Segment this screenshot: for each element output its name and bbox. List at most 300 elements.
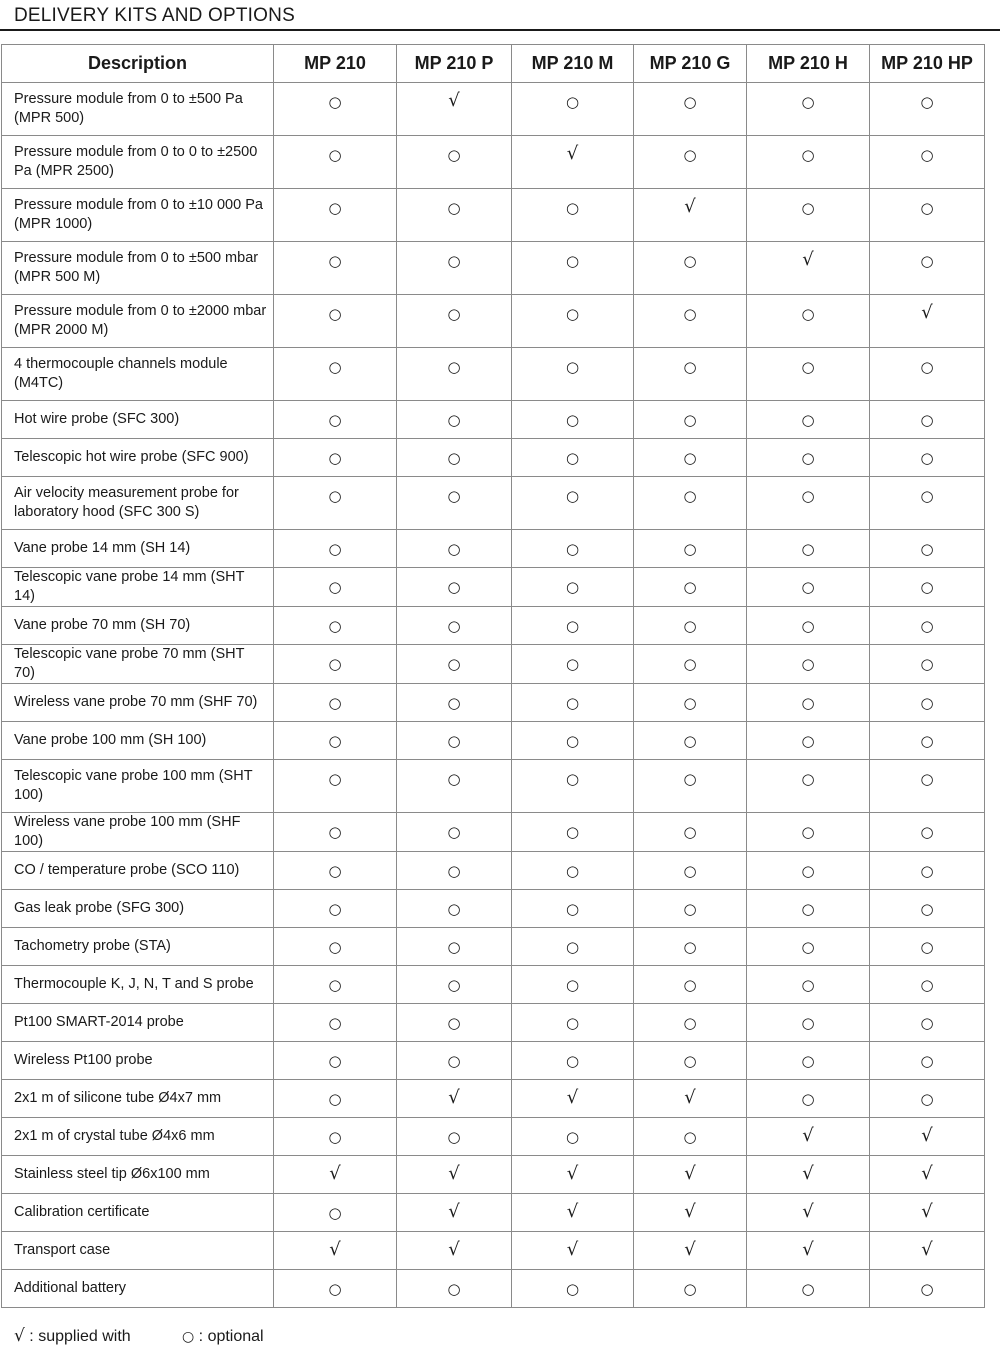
mark-cell <box>634 348 747 401</box>
circle-icon: ○ <box>920 1052 934 1070</box>
check-icon: √ <box>566 1201 579 1222</box>
page-title: DELIVERY KITS AND OPTIONS <box>14 5 295 26</box>
circle-icon: ○ <box>801 694 815 712</box>
circle-icon: ○ <box>683 449 697 467</box>
check-icon: √ <box>802 1163 814 1184</box>
circle-icon: ○ <box>801 411 815 429</box>
mark-cell <box>512 1232 634 1270</box>
mark-cell <box>397 1004 512 1042</box>
circle-icon: ○ <box>801 93 815 111</box>
circle-icon: ○ <box>447 1014 461 1032</box>
row-description: 2x1 m of crystal tube Ø4x6 mm <box>2 1118 274 1156</box>
mark-cell <box>397 568 512 607</box>
mark-cell <box>512 568 634 607</box>
circle-icon: ○ <box>565 1128 580 1146</box>
mark-cell <box>634 530 747 568</box>
circle-icon: ○ <box>328 617 342 635</box>
circle-icon: ○ <box>683 411 697 429</box>
circle-icon: ○ <box>328 93 342 111</box>
mark-cell <box>634 813 747 852</box>
mark-cell <box>274 295 397 348</box>
mark-cell <box>747 1156 870 1194</box>
table-row <box>2 1270 985 1308</box>
circle-icon: ○ <box>801 487 815 505</box>
mark-cell <box>634 1194 747 1232</box>
check-icon: √ <box>921 1163 933 1184</box>
check-icon: √ <box>921 1201 933 1222</box>
circle-icon: ○ <box>328 411 342 429</box>
circle-icon: ○ <box>565 578 580 596</box>
mark-cell <box>747 1194 870 1232</box>
mark-cell <box>870 189 985 242</box>
mark-cell <box>747 477 870 530</box>
circle-icon: ○ <box>328 578 342 596</box>
circle-icon: ○ <box>920 1090 934 1108</box>
mark-cell <box>747 348 870 401</box>
mark-cell <box>870 1270 985 1308</box>
mark-cell <box>870 852 985 890</box>
check-icon: √ <box>921 1125 933 1146</box>
circle-icon: ○ <box>683 655 697 673</box>
circle-icon: ○ <box>182 1329 195 1345</box>
table-row <box>2 1118 985 1156</box>
mark-cell <box>397 1194 512 1232</box>
circle-icon: ○ <box>565 1280 580 1298</box>
mark-cell <box>634 684 747 722</box>
row-description: Wireless vane probe 100 mm (SHF 100) <box>2 813 274 852</box>
mark-cell <box>274 1042 397 1080</box>
mark-cell <box>634 1042 747 1080</box>
mark-cell <box>870 645 985 684</box>
check-icon: √ <box>802 1239 814 1260</box>
mark-cell <box>274 645 397 684</box>
circle-icon: ○ <box>447 900 461 918</box>
table-row <box>2 684 985 722</box>
mark-cell <box>274 852 397 890</box>
circle-icon: ○ <box>565 694 580 712</box>
mark-cell <box>512 1156 634 1194</box>
mark-cell <box>512 1118 634 1156</box>
mark-cell <box>274 348 397 401</box>
circle-icon: ○ <box>328 1014 342 1032</box>
table-row <box>2 1004 985 1042</box>
table-row <box>2 1042 985 1080</box>
mark-cell <box>747 401 870 439</box>
mark-cell <box>634 1156 747 1194</box>
circle-icon: ○ <box>683 1052 697 1070</box>
mark-cell <box>397 83 512 136</box>
mark-cell <box>747 295 870 348</box>
mark-cell <box>747 813 870 852</box>
mark-cell <box>747 1004 870 1042</box>
row-description: Transport case <box>2 1232 274 1270</box>
circle-icon: ○ <box>328 823 342 841</box>
mark-cell <box>274 928 397 966</box>
mark-cell <box>870 477 985 530</box>
circle-icon: ○ <box>683 862 697 880</box>
circle-icon: ○ <box>328 1280 342 1298</box>
mark-cell <box>512 966 634 1004</box>
circle-icon: ○ <box>920 358 934 376</box>
circle-icon: ○ <box>801 732 815 750</box>
circle-icon: ○ <box>920 862 934 880</box>
circle-icon: ○ <box>328 146 342 164</box>
table-row <box>2 645 985 684</box>
circle-icon: ○ <box>920 823 934 841</box>
circle-icon: ○ <box>920 93 934 111</box>
mark-cell <box>512 439 634 477</box>
delivery-kits-table <box>1 44 985 1308</box>
circle-icon: ○ <box>801 1014 815 1032</box>
mark-cell <box>512 890 634 928</box>
mark-cell <box>634 890 747 928</box>
table-row <box>2 852 985 890</box>
mark-cell <box>397 1118 512 1156</box>
circle-icon: ○ <box>801 655 815 673</box>
row-description: Hot wire probe (SFC 300) <box>2 401 274 439</box>
mark-cell <box>512 645 634 684</box>
check-icon: √ <box>921 302 933 323</box>
circle-icon: ○ <box>683 938 697 956</box>
mark-cell <box>397 645 512 684</box>
mark-cell <box>274 189 397 242</box>
mark-cell <box>634 760 747 813</box>
mark-cell <box>747 684 870 722</box>
mark-cell <box>870 348 985 401</box>
circle-icon: ○ <box>447 252 461 270</box>
circle-icon: ○ <box>447 976 461 994</box>
mark-cell <box>747 242 870 295</box>
circle-icon: ○ <box>683 732 697 750</box>
mark-cell <box>512 83 634 136</box>
page-header <box>0 0 1000 31</box>
circle-icon: ○ <box>447 449 461 467</box>
mark-cell <box>634 645 747 684</box>
mark-cell <box>274 242 397 295</box>
row-description: Air velocity measurement probe for laboratory hood (SFC 300 S) <box>2 477 274 530</box>
column-header-mp210: MP 210 <box>274 45 397 83</box>
mark-cell <box>870 890 985 928</box>
mark-cell <box>512 813 634 852</box>
circle-icon: ○ <box>447 770 461 788</box>
circle-icon: ○ <box>565 976 580 994</box>
table-row <box>2 401 985 439</box>
mark-cell <box>274 607 397 645</box>
mark-cell <box>634 477 747 530</box>
mark-cell <box>634 189 747 242</box>
mark-cell <box>512 607 634 645</box>
table-row <box>2 530 985 568</box>
mark-cell <box>634 607 747 645</box>
mark-cell <box>747 568 870 607</box>
mark-cell <box>870 439 985 477</box>
circle-icon: ○ <box>801 358 815 376</box>
mark-cell <box>274 477 397 530</box>
mark-cell <box>397 295 512 348</box>
check-icon: √ <box>448 1087 460 1108</box>
circle-icon: ○ <box>920 578 934 596</box>
circle-icon: ○ <box>328 358 342 376</box>
mark-cell <box>634 1232 747 1270</box>
mark-cell <box>747 645 870 684</box>
circle-icon: ○ <box>683 358 697 376</box>
mark-cell <box>634 439 747 477</box>
mark-cell <box>512 928 634 966</box>
circle-icon: ○ <box>447 305 461 323</box>
legend-optional <box>182 1328 264 1346</box>
mark-cell <box>512 684 634 722</box>
circle-icon: ○ <box>801 770 815 788</box>
circle-icon: ○ <box>328 732 342 750</box>
row-description: Vane probe 14 mm (SH 14) <box>2 530 274 568</box>
mark-cell <box>634 852 747 890</box>
row-description: Pressure module from 0 to ±500 mbar (MPR 500 M) <box>2 242 274 295</box>
row-description: Thermocouple K, J, N, T and S probe <box>2 966 274 1004</box>
circle-icon: ○ <box>565 617 580 635</box>
mark-cell <box>634 966 747 1004</box>
mark-cell <box>870 242 985 295</box>
column-header-mp210h: MP 210 H <box>747 45 870 83</box>
row-description: Pressure module from 0 to ±2000 mbar (MPR 2000 M) <box>2 295 274 348</box>
mark-cell <box>274 1232 397 1270</box>
circle-icon: ○ <box>447 411 461 429</box>
circle-icon: ○ <box>328 252 342 270</box>
circle-icon: ○ <box>565 1052 580 1070</box>
circle-icon: ○ <box>920 694 934 712</box>
column-header-mp210p: MP 210 P <box>397 45 512 83</box>
column-header-mp210hp: MP 210 HP <box>870 45 985 83</box>
circle-icon: ○ <box>920 487 934 505</box>
check-icon: √ <box>802 249 814 270</box>
mark-cell <box>274 1270 397 1308</box>
circle-icon: ○ <box>565 540 580 558</box>
circle-icon: ○ <box>565 252 580 270</box>
circle-icon: ○ <box>447 732 461 750</box>
circle-icon: ○ <box>683 540 697 558</box>
circle-icon: ○ <box>447 1052 461 1070</box>
circle-icon: ○ <box>920 617 934 635</box>
circle-icon: ○ <box>565 823 580 841</box>
circle-icon: ○ <box>801 540 815 558</box>
mark-cell <box>274 136 397 189</box>
row-description: Calibration certificate <box>2 1194 274 1232</box>
table-row <box>2 83 985 136</box>
mark-cell <box>274 530 397 568</box>
circle-icon: ○ <box>920 732 934 750</box>
check-icon: √ <box>684 196 696 217</box>
table-row <box>2 568 985 607</box>
mark-cell <box>747 1270 870 1308</box>
mark-cell <box>397 242 512 295</box>
mark-cell <box>274 1194 397 1232</box>
row-description: Wireless vane probe 70 mm (SHF 70) <box>2 684 274 722</box>
circle-icon: ○ <box>447 823 461 841</box>
mark-cell <box>870 83 985 136</box>
mark-cell <box>634 83 747 136</box>
column-header-description: Description <box>2 45 274 83</box>
table-row <box>2 760 985 813</box>
mark-cell <box>870 1080 985 1118</box>
mark-cell <box>397 1232 512 1270</box>
mark-cell <box>634 295 747 348</box>
check-icon: √ <box>329 1239 341 1260</box>
mark-cell <box>634 1270 747 1308</box>
check-icon: √ <box>448 1201 460 1222</box>
check-icon: √ <box>802 1201 814 1222</box>
row-description: Additional battery <box>2 1270 274 1308</box>
circle-icon: ○ <box>328 1090 342 1108</box>
circle-icon: ○ <box>565 358 580 376</box>
circle-icon: ○ <box>565 862 580 880</box>
mark-cell <box>512 852 634 890</box>
mark-cell <box>274 1004 397 1042</box>
row-description: Pressure module from 0 to ±500 Pa (MPR 500) <box>2 83 274 136</box>
mark-cell <box>397 401 512 439</box>
circle-icon: ○ <box>328 862 342 880</box>
mark-cell <box>870 295 985 348</box>
circle-icon: ○ <box>565 411 580 429</box>
circle-icon: ○ <box>920 252 934 270</box>
mark-cell <box>870 684 985 722</box>
circle-icon: ○ <box>565 770 580 788</box>
table-row <box>2 813 985 852</box>
circle-icon: ○ <box>565 732 580 750</box>
circle-icon: ○ <box>920 411 934 429</box>
circle-icon: ○ <box>683 1014 697 1032</box>
row-description: 4 thermocouple channels module (M4TC) <box>2 348 274 401</box>
row-description: Pt100 SMART-2014 probe <box>2 1004 274 1042</box>
mark-cell <box>274 684 397 722</box>
mark-cell <box>634 1004 747 1042</box>
mark-cell <box>512 530 634 568</box>
mark-cell <box>870 1004 985 1042</box>
circle-icon: ○ <box>683 976 697 994</box>
mark-cell <box>512 136 634 189</box>
circle-icon: ○ <box>920 976 934 994</box>
mark-cell <box>397 722 512 760</box>
table-row <box>2 439 985 477</box>
circle-icon: ○ <box>920 449 934 467</box>
row-description: Vane probe 100 mm (SH 100) <box>2 722 274 760</box>
circle-icon: ○ <box>683 93 697 111</box>
table-header-row <box>2 45 985 83</box>
mark-cell <box>397 189 512 242</box>
circle-icon: ○ <box>801 862 815 880</box>
mark-cell <box>397 477 512 530</box>
circle-icon: ○ <box>920 938 934 956</box>
mark-cell <box>274 890 397 928</box>
circle-icon: ○ <box>683 694 697 712</box>
mark-cell <box>397 1156 512 1194</box>
row-description: Gas leak probe (SFG 300) <box>2 890 274 928</box>
table-row <box>2 136 985 189</box>
mark-cell <box>634 928 747 966</box>
check-icon: √ <box>921 1239 933 1260</box>
circle-icon: ○ <box>801 823 815 841</box>
circle-icon: ○ <box>801 617 815 635</box>
circle-icon: ○ <box>801 976 815 994</box>
mark-cell <box>634 401 747 439</box>
mark-cell <box>747 1042 870 1080</box>
circle-icon: ○ <box>801 146 815 164</box>
mark-cell <box>870 530 985 568</box>
check-icon: √ <box>566 1087 579 1108</box>
circle-icon: ○ <box>683 823 697 841</box>
mark-cell <box>274 760 397 813</box>
mark-cell <box>747 189 870 242</box>
mark-cell <box>870 1042 985 1080</box>
mark-cell <box>274 83 397 136</box>
table-row <box>2 477 985 530</box>
circle-icon: ○ <box>447 146 461 164</box>
circle-icon: ○ <box>920 199 934 217</box>
mark-cell <box>870 1118 985 1156</box>
circle-icon: ○ <box>683 487 697 505</box>
circle-icon: ○ <box>565 655 580 673</box>
table-body <box>2 83 985 1308</box>
circle-icon: ○ <box>565 305 580 323</box>
mark-cell <box>870 1232 985 1270</box>
table-row <box>2 242 985 295</box>
mark-cell <box>747 1232 870 1270</box>
column-header-mp210m: MP 210 M <box>512 45 634 83</box>
circle-icon: ○ <box>328 694 342 712</box>
mark-cell <box>747 136 870 189</box>
circle-icon: ○ <box>565 938 580 956</box>
check-icon: √ <box>329 1163 341 1184</box>
table-row <box>2 890 985 928</box>
mark-cell <box>870 568 985 607</box>
mark-cell <box>512 189 634 242</box>
circle-icon: ○ <box>447 540 461 558</box>
check-icon: √ <box>684 1201 696 1222</box>
mark-cell <box>397 813 512 852</box>
mark-cell <box>512 1042 634 1080</box>
mark-cell <box>274 722 397 760</box>
row-description: Tachometry probe (STA) <box>2 928 274 966</box>
row-description: Pressure module from 0 to ±10 000 Pa (MPR 1000) <box>2 189 274 242</box>
mark-cell <box>397 890 512 928</box>
table-row <box>2 348 985 401</box>
circle-icon: ○ <box>683 252 697 270</box>
mark-cell <box>512 1080 634 1118</box>
circle-icon: ○ <box>565 487 580 505</box>
circle-icon: ○ <box>801 938 815 956</box>
check-icon: √ <box>448 1239 460 1260</box>
circle-icon: ○ <box>801 305 815 323</box>
circle-icon: ○ <box>447 938 461 956</box>
circle-icon: ○ <box>447 694 461 712</box>
table-row <box>2 189 985 242</box>
circle-icon: ○ <box>447 578 461 596</box>
mark-cell <box>634 136 747 189</box>
circle-icon: ○ <box>328 540 342 558</box>
circle-icon: ○ <box>328 1204 342 1222</box>
mark-cell <box>397 966 512 1004</box>
circle-icon: ○ <box>328 449 342 467</box>
circle-icon: ○ <box>447 655 461 673</box>
mark-cell <box>274 401 397 439</box>
table-row <box>2 295 985 348</box>
mark-cell <box>397 1042 512 1080</box>
row-description: Telescopic vane probe 70 mm (SHT 70) <box>2 645 274 684</box>
circle-icon: ○ <box>447 1280 461 1298</box>
mark-cell <box>870 136 985 189</box>
circle-icon: ○ <box>328 770 342 788</box>
mark-cell <box>634 1118 747 1156</box>
circle-icon: ○ <box>447 862 461 880</box>
circle-icon: ○ <box>328 655 342 673</box>
